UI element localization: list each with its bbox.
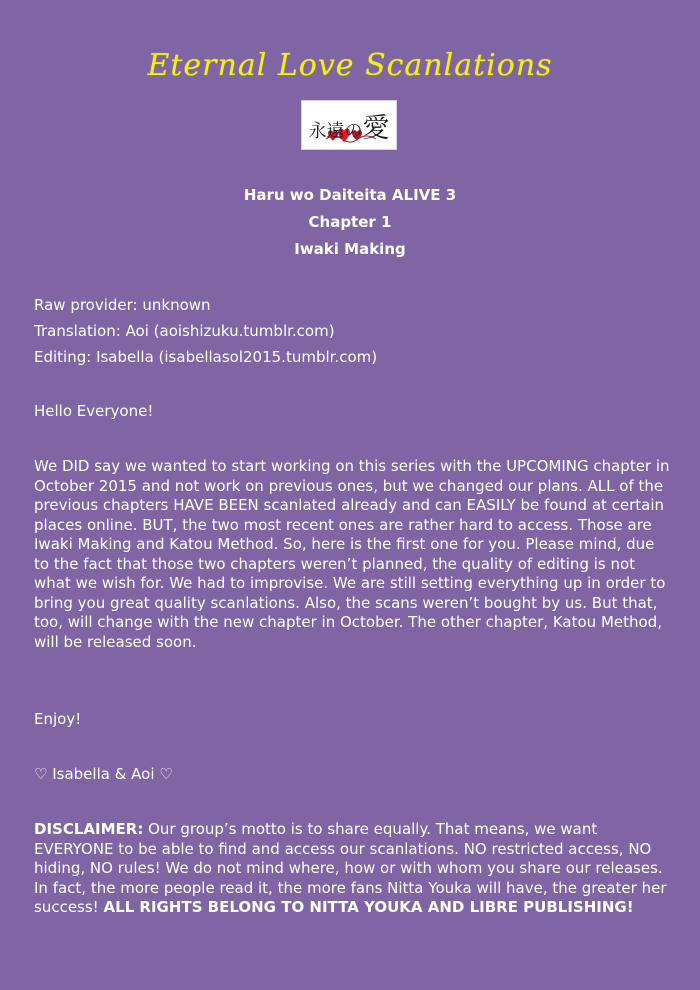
credits <box>34 292 377 370</box>
credit-editing: Editing: Isabella (isabellasol2015.tumblr.com) <box>34 348 378 366</box>
group-logo <box>301 100 397 150</box>
credit-raw: Raw provider: unknown <box>34 296 211 314</box>
main-paragraph: We DID say we wanted to start working on this series with the UPCOMING chapter in October 2015 and not work on previous ones, but we changed our plans. ALL of the previous chapters HAVE BEEN scanlated already and can EASILY be found at certain places online. BUT, the two most recent ones are rather hard to access. Those are Iwaki Making and Katou Method. So, here is the first one for you. Please mind, due to the fact that those two chapters weren’t planned, the quality of editing is not what we wish for. We had to improvise. We are still setting everything up in order to bring you great quality scanlations. Also, the scans weren’t bought by us. But that, too, will change with the new chapter in October. The other chapter, Katou Method, will be released soon. <box>34 457 670 651</box>
disclaimer-label: DISCLAIMER: <box>34 820 144 838</box>
logo-text-big: 愛 <box>362 112 390 144</box>
chapter-title: Iwaki Making <box>294 240 406 258</box>
disclaimer <box>34 820 674 918</box>
greeting: Hello Everyone! <box>34 402 154 420</box>
credit-translation: Translation: Aoi (aoishizuku.tumblr.com) <box>34 322 335 340</box>
chapter-number: Chapter 1 <box>308 213 392 231</box>
disclaimer-text: Our group’s motto is to share equally. That means, we want EVERYONE to be able to find and access our scanlations. NO restricted access, NO hiding, NO rules! We do not mind where, how or with whom you share our releases. In fact, the more people read it, the more fans Nitta Youka will have, the greater her success! <box>34 820 667 916</box>
logo-text-small: 永遠の <box>308 120 363 142</box>
disclaimer-rights: ALL RIGHTS BELONG TO NITTA YOUKA AND LIBRE PUBLISHING! <box>103 898 634 916</box>
signature: ♡ Isabella & Aoi ♡ <box>34 765 173 783</box>
enjoy-line: Enjoy! <box>34 710 82 728</box>
group-name: Eternal Love Scanlations <box>147 48 553 83</box>
series-title: Haru wo Daiteita ALIVE 3 <box>243 186 457 204</box>
